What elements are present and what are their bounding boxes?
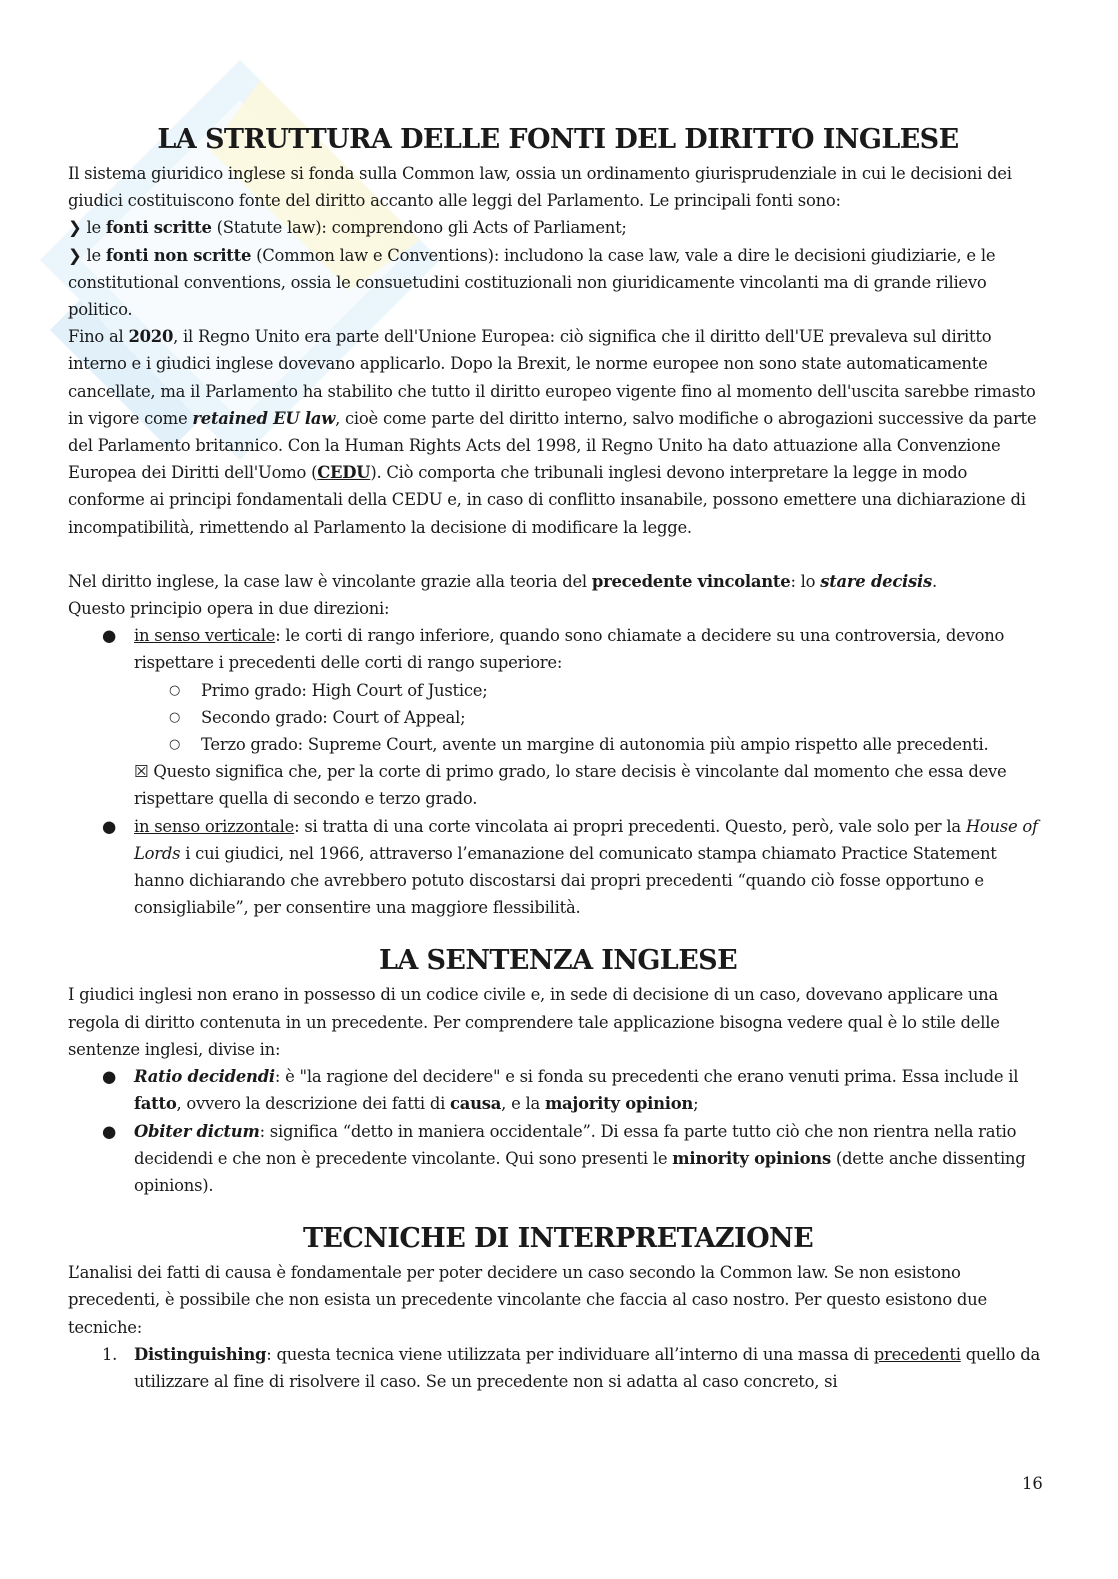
sub-item-third: ○ Terzo grado: Supreme Court, avente un margine di autonomia più ampio rispetto alle precedenti. <box>68 731 1048 758</box>
paragraph-tecniche-intro: L’analisi dei fatti di causa è fondamentale per poter decidere un caso secondo la Common law. Se non esistono precedenti, è possibile che non esista un precedente vincolante che faccia al caso nostro. Per questo esistono due tecniche: <box>68 1263 987 1337</box>
page-number: 16 <box>1022 1474 1043 1493</box>
source-item-unwritten: ❯ le fonti non scritte (Common law e Conventions): includono la case law, vale a dire le decisioni giudiziarie, e le constitutional conventions, ossia le consuetudini costituzionali non giuridicamente vincolanti ma di grande rilievo politico. <box>68 245 996 320</box>
list-item-ratio: ● Ratio decidendi: è "la ragione del decidere" e si fonda su precedenti che erano venuti prima. Essa include il fatto, ovvero la descrizione dei fatti di causa, e la majority opinion; <box>68 1063 1048 1117</box>
sub-item-second: ○ Secondo grado: Court of Appeal; <box>68 704 1048 731</box>
list-item-distinguishing: 1. Distinguishing: questa tecnica viene utilizzata per individuare all’interno di una massa di precedenti quello da utilizzare al fine di risolvere il caso. Se un precedente non si adatta al caso concreto, si <box>68 1341 1048 1395</box>
paragraph-eu-law: Fino al 2020, il Regno Unito era parte dell'Unione Europea: ciò significa che il diritto dell'UE prevaleva sul diritto interno e i giudici inglese dovevano applicarlo. Dopo la Brexit, le norme europee non sono state automaticamente cancellate, ma il Parlamento ha stabilito che tutto il diritto europeo vigente fino al momento dell'uscita sarebbe rimasto in vigore come retained EU law, cioè come parte del diritto interno, salvo modifiche o abrogazioni successive da parte del Parlamento britannico. Con la Human Rights Acts del 1998, il Regno Unito ha dato attuazione alla Convenzione Europea dei Diritti dell'Uomo (CEDU). Ciò comporta che tribunali inglesi devono interpretare la legge in modo conforme ai principi fondamentali della CEDU e, in caso di conflitto insanabile, possono emettere una dichiarazione di incompatibilità, rimettendo al Parlamento la decisione di modificare la legge. <box>68 327 1037 537</box>
list-item-horizontal: ● in senso orizzontale: si tratta di una corte vincolata ai propri precedenti. Questo, però, vale solo per la House of Lords i cui giudici, nel 1966, attraverso l’emanazione del comunicato stampa chiamato Practice Statement hanno dichiarando che avrebbero potuto discostarsi dai propri precedenti “quando ciò fosse opportuno e consigliabile”, per consentire una maggiore flessibilità. <box>68 813 1048 922</box>
tecniche-list <box>68 1341 1048 1395</box>
bullet-icon: ● <box>102 1121 117 1141</box>
source-item-written: ❯ le fonti scritte (Statute law): comprendono gli Acts of Parliament; <box>68 218 627 238</box>
list-item-obiter: ● Obiter dictum: significa “detto in maniera occidentale”. Di essa fa parte tutto ciò che non rientra nella ratio decidendi e che non è precedente vincolante. Qui sono presenti le minority opinions (dette anche dissenting opinions). <box>68 1118 1048 1200</box>
section-title-tecniche: TECNICHE DI INTERPRETAZIONE <box>302 1223 814 1255</box>
chevron-right-icon: ❯ <box>68 245 82 265</box>
section-title-fonti: LA STRUTTURA DELLE FONTI DEL DIRITTO INGLESE <box>157 124 959 155</box>
checkbox-x-icon: ☒ <box>134 762 149 782</box>
precedenti-link[interactable]: precedenti <box>873 1344 961 1364</box>
bullet-icon: ● <box>102 1067 117 1087</box>
bullet-icon: ● <box>102 626 117 646</box>
note-item: ☒ Questo significa che, per la corte di primo grado, lo stare decisis è vincolante dal momento che essa deve rispettare quella di secondo e terzo grado. <box>134 762 1007 809</box>
circle-bullet-icon: ○ <box>169 709 181 725</box>
paragraph-sentenza-intro: I giudici inglesi non erano in possesso di un codice civile e, in sede di decisione di un caso, dovevano applicare una regola di diritto contenuta in un precedente. Per comprendere tale applicazione bisogna vedere qual è lo stile delle sentenze inglesi, divise in: <box>68 985 1000 1059</box>
chevron-right-icon: ❯ <box>68 218 82 238</box>
paragraph-intro: Il sistema giuridico inglese si fonda sulla Common law, ossia un ordinamento giurisprudenziale in cui le decisioni dei giudici costituiscono fonte del diritto accanto alle leggi del Parlamento. Le principali fonti sono: <box>68 164 1012 211</box>
sentenza-list <box>68 1063 1048 1199</box>
sub-item-first: ○ Primo grado: High Court of Justice; <box>68 677 1048 704</box>
bullet-icon: ● <box>102 816 117 836</box>
list-item-vertical: ● in senso verticale: le corti di rango inferiore, quando sono chiamate a decidere su una controversia, devono rispettare i precedenti delle corti di rango superiore: <box>68 622 1048 676</box>
list-number: 1. <box>102 1344 118 1364</box>
paragraph-stare-decisis: Nel diritto inglese, la case law è vincolante grazie alla teoria del precedente vincolante: lo stare decisis. Questo principio opera in due direzioni: <box>68 571 937 619</box>
circle-bullet-icon: ○ <box>169 737 181 753</box>
directions-list <box>68 622 1048 921</box>
circle-bullet-icon: ○ <box>169 682 181 698</box>
cedu-link[interactable]: CEDU <box>317 463 371 483</box>
document-page <box>68 120 1048 1395</box>
section-title-sentenza: LA SENTENZA INGLESE <box>378 945 738 977</box>
